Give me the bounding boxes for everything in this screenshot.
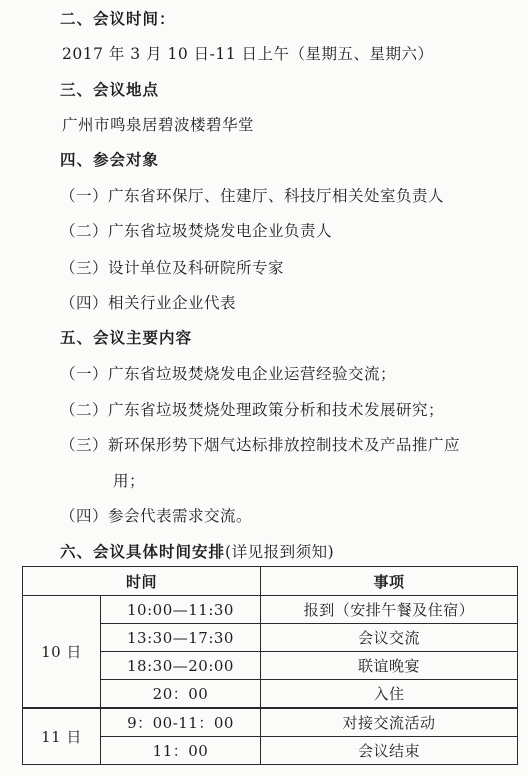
attendee-item-1: （一）广东省环保厅、住建厅、科技厅相关处室负责人 — [60, 187, 445, 205]
header-time: 时间 — [23, 567, 261, 596]
table-row — [23, 708, 518, 737]
time-cell: 13:30—17:30 — [101, 624, 261, 652]
time-cell: 9：00-11：00 — [101, 708, 261, 737]
time-heading: 二、会议时间： — [60, 10, 176, 28]
item-cell: 入住 — [261, 680, 518, 709]
attendee-item-2: （二）广东省垃圾焚烧发电企业负责人 — [60, 222, 333, 240]
place-text: 广州市鸣泉居碧波楼碧华堂 — [62, 116, 255, 134]
day-cell-11: 11 日 — [23, 708, 101, 765]
content-item-4: （四）参会代表需求交流。 — [60, 507, 253, 525]
table-row — [23, 596, 518, 624]
item-cell: 对接交流活动 — [261, 708, 518, 737]
content-item-3-cont: 用； — [113, 472, 146, 490]
item-cell: 会议结束 — [261, 737, 518, 765]
header-item: 事项 — [261, 567, 518, 596]
content-item-1: （一）广东省垃圾焚烧发电企业运营经验交流； — [60, 365, 397, 383]
content-item-2: （二）广东省垃圾焚烧处理政策分析和技术发展研究； — [60, 401, 445, 419]
schedule-heading: 六、会议具体时间安排 — [60, 543, 226, 561]
day-cell-10: 10 日 — [23, 596, 101, 709]
schedule-heading-line — [60, 540, 334, 562]
attendee-item-4: （四）相关行业企业代表 — [60, 294, 237, 312]
content-heading: 五、会议主要内容 — [60, 329, 193, 347]
time-cell: 18:30—20:00 — [101, 652, 261, 680]
place-heading: 三、会议地点 — [60, 81, 160, 99]
table-header-row — [23, 567, 518, 596]
time-text: 2017 年 3 月 10 日-11 日上午（星期五、星期六） — [62, 45, 434, 63]
schedule-note: (详见报到须知) — [225, 543, 335, 561]
content-item-3: （三）新环保形势下烟气达标排放控制技术及产品推广应 — [60, 436, 461, 454]
time-cell: 20：00 — [101, 680, 261, 709]
time-cell: 10:00—11:30 — [101, 596, 261, 624]
schedule-table — [22, 566, 518, 765]
time-cell: 11：00 — [101, 737, 261, 765]
item-cell: 联谊晚宴 — [261, 652, 518, 680]
item-cell: 会议交流 — [261, 624, 518, 652]
attendees-heading: 四、参会对象 — [60, 151, 160, 169]
item-cell: 报到（安排午餐及住宿） — [261, 596, 518, 624]
attendee-item-3: （三）设计单位及科研院所专家 — [60, 259, 285, 277]
